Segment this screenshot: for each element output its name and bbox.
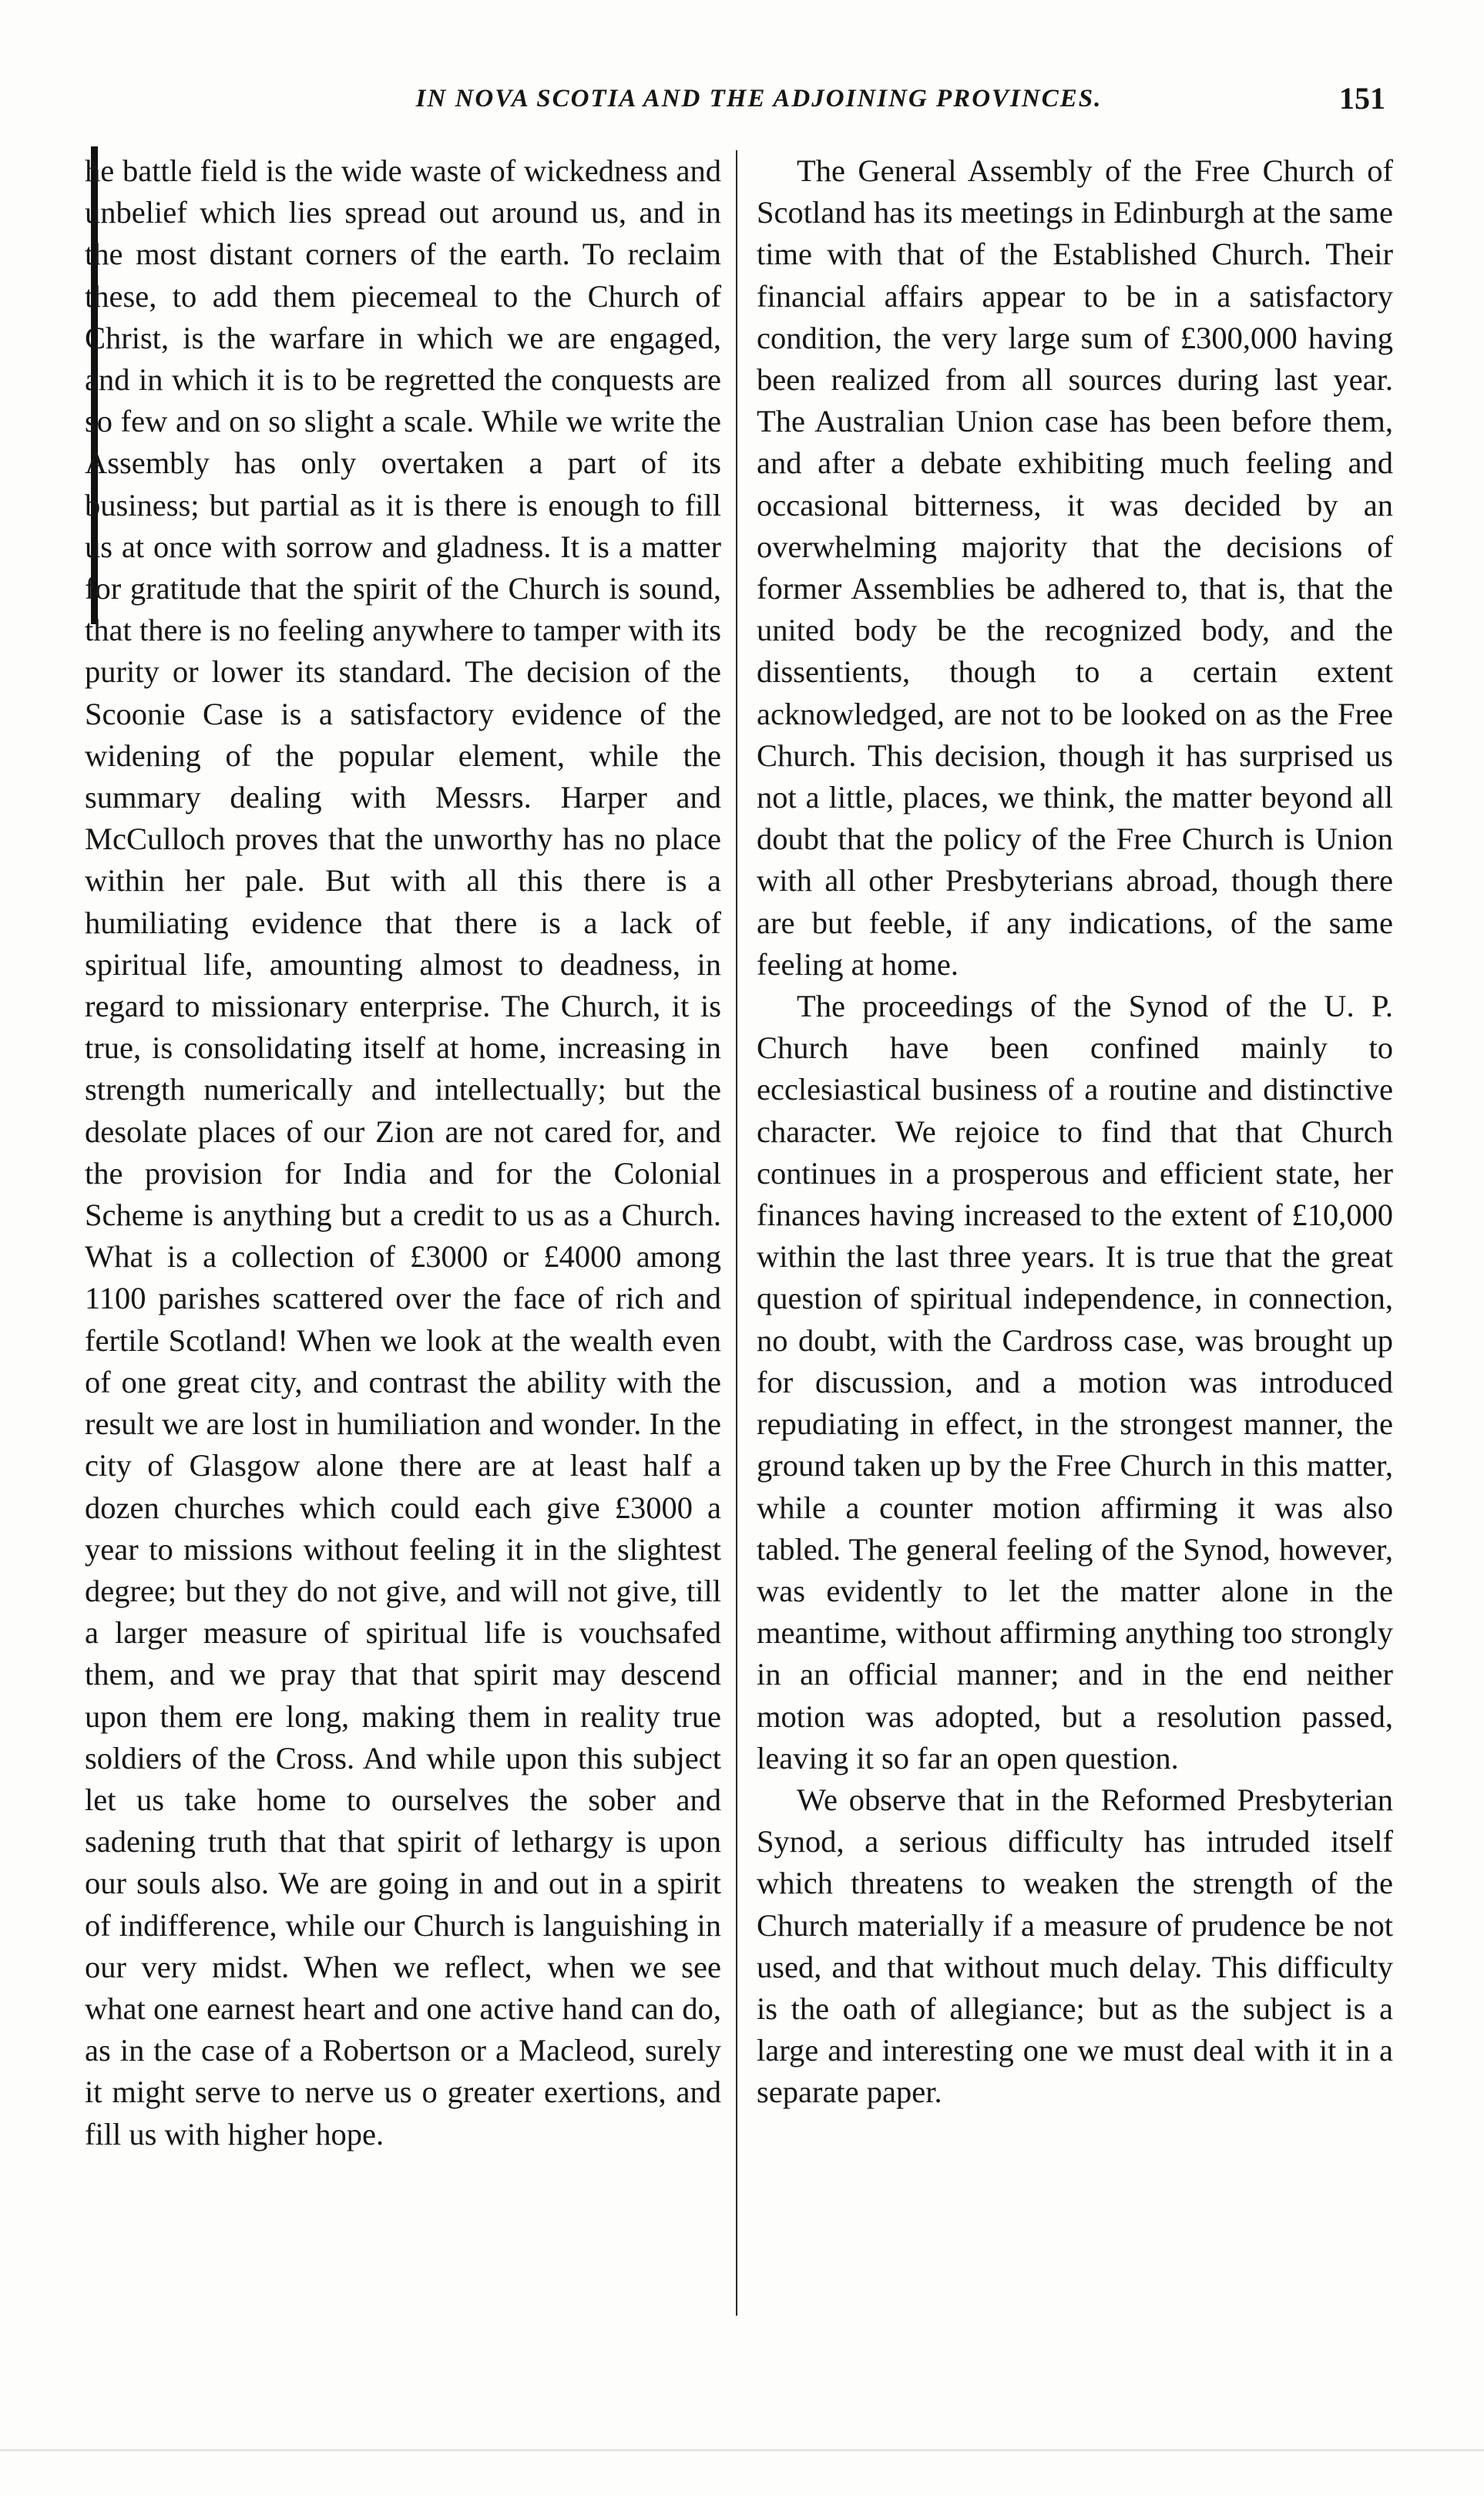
left-column (85, 150, 721, 2155)
page-number: 151 (1339, 81, 1385, 116)
left-paragraph-1: he battle field is the wide waste of wickedness and unbelief which lies spread out around us, and in the most distant corners of the earth. To reclaim these, to add them piecemeal to the Church of Christ, is the warfare in which we are engaged, and in which it is to be regretted the conquests are so few and on so slight a scale. While we write the Assembly has only overtaken a part of its business; but partial as it is there is enough to fill us at once with sorrow and gladness. It is a matter for gratitude that the spirit of the Church is sound, that there is no feeling anywhere to tamper with its purity or lower its standard. The decision of the Scoonie Case is a satisfactory evidence of the widening of the popular element, while the summary dealing with Messrs. Harper and McCulloch proves that the unworthy has no place within her pale. But with all this there is a humiliating evidence that there is a lack of spiritual life, amounting almost to deadness, in regard to missionary enterprise. The Church, it is true, is consolidating itself at home, increasing in strength numerically and intellectually; but the desolate places of our Zion are not cared for, and the provision for India and for the Colonial Scheme is anything but a credit to us as a Church. What is a collection of £3000 or £4000 among 1100 parishes scattered over the face of rich and fertile Scotland! When we look at the wealth even of one great city, and contrast the ability with the result we are lost in humiliation and wonder. In the city of Glasgow alone there are at least half a dozen churches which could each give £3000 a year to missions without feeling it in the slightest degree; but they do not give, and will not give, till a larger measure of spiritual life is vouchsafed them, and we pray that that spirit may descend upon them ere long, making them in reality true soldiers of the Cross. And while upon this subject let us take home to ourselves the sober and sadening truth that that spirit of lethargy is upon our souls also. We are going in and out in a spirit of indifference, while our Church is languishing in our very midst. When we reflect, when we see what one earnest heart and one active hand can do, as in the case of a Robertson or a Macleod, surely it might serve to nerve us o greater exertions, and fill us with higher hope. (85, 153, 721, 2152)
column-divider (736, 150, 737, 2316)
scan-artifact-line (0, 2449, 1484, 2451)
right-paragraph-up-church: The proceedings of the Synod of the U. P. Church have been confined mainly to ecclesiastical business of a routine and distinctive character. We rejoice to find that that Church continues in a prosperous and efficient state, her finances having increased to the extent of £10,000 within the last three years. It is true that the great question of spiritual independence, in connection, no doubt, with the Cardross case, was brought up for discussion, and a motion was introduced repudiating in effect, in the strongest manner, the ground taken up by the Free Church in this matter, while a counter motion affirming it was also tabled. The general feeling of the Synod, however, was evidently to let the matter alone in the meantime, without affirming anything too strongly in an official manner; and in the end neither motion was adopted, but a resolution passed, leaving it so far an open question. (757, 989, 1393, 1775)
right-paragraph-reformed-synod: We observe that in the Reformed Presbyterian Synod, a serious difficulty has intruded itself which threatens to weaken the strength of the Church materially if a measure of prudence be not used, and that without much delay. This difficulty is the oath of allegiance; but as the subject is a large and interesting one we must deal with it in a separate paper. (757, 1782, 1393, 2110)
running-head: IN NOVA SCOTIA AND THE ADJOINING PROVINCES. (415, 85, 1103, 113)
right-column (757, 150, 1393, 2114)
right-paragraph-free-church: The General Assembly of the Free Church of Scotland has its meetings in Edinburgh at the same time with that of the Established Church. Their financial affairs appear to be in a satisfactory condition, the very large sum of £300,000 having been realized from all sources during last year. The Australian Union case has been before them, and after a debate exhibiting much feeling and occasional bitterness, it was decided by an overwhelming majority that the decisions of former Assemblies be adhered to, that is, that the united body be the recognized body, and the dissentients, though to a certain extent acknowledged, are not to be looked on as the Free Church. This decision, though it has surprised us not a little, places, we think, the matter beyond all doubt that the policy of the Free Church is Union with all other Presbyterians abroad, though there are but feeble, if any indications, of the same feeling at home. (757, 153, 1393, 982)
